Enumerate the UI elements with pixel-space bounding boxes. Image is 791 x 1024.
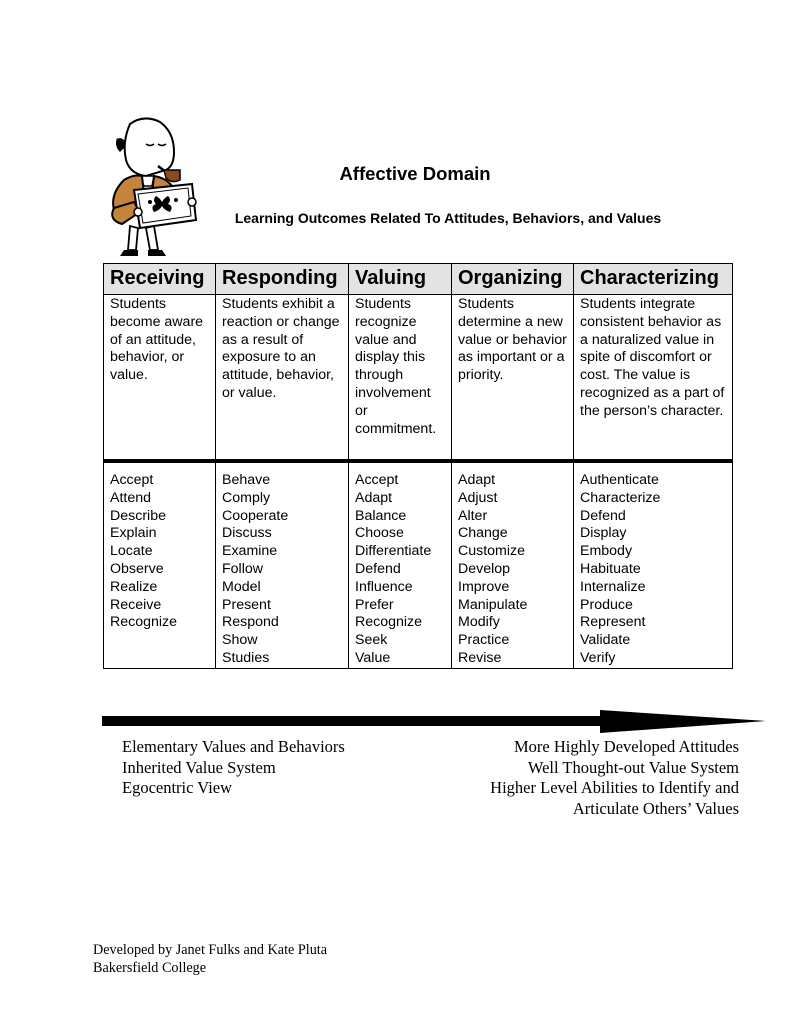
footer-institution: Bakersfield College (93, 960, 207, 976)
verb-item: Habituate (580, 560, 641, 577)
verb-item: Discuss (222, 525, 272, 542)
column-heading-organizing: Organizing (452, 264, 574, 295)
verb-item: Validate (580, 632, 631, 649)
verb-item: Cooperate (222, 507, 289, 524)
description-organizing: Students determine a new value or behavior as important or a priority. (452, 295, 574, 460)
continuum-left-line: Elementary Values and Behaviors (122, 737, 345, 756)
continuum-right-line: Articulate Others’ Values (572, 798, 739, 818)
description-valuing: Students recognize value and display this through involvement or commitment. (349, 295, 452, 460)
page-title: Affective Domain (339, 163, 491, 184)
verb-item: Behave (222, 472, 271, 488)
man-with-pipe-holding-inkblot-icon (100, 116, 210, 261)
continuum-right-line: Higher Level Abilities to Identify and (490, 778, 739, 797)
footer-credits (93, 941, 327, 977)
verb-item: Realize (110, 578, 158, 595)
verb-item: Adjust (458, 489, 498, 506)
continuum-right-text (430, 737, 739, 819)
verb-item: Receive (110, 596, 162, 613)
verb-item: Produce (580, 596, 633, 613)
continuum-right-line: More Highly Developed Attitudes (513, 737, 739, 756)
verb-item: Differentiate (355, 543, 432, 560)
verb-item: Examine (222, 543, 278, 560)
verb-item: Customize (458, 543, 526, 560)
verb-item: Value (355, 649, 391, 666)
verb-item: Balance (355, 507, 407, 524)
footer-authors: Developed by Janet Fulks and Kate Pluta (93, 942, 328, 958)
verb-item: Influence (355, 578, 413, 595)
column-heading-receiving: Receiving (104, 264, 216, 295)
verb-item: Verify (580, 649, 616, 666)
verb-item: Choose (355, 525, 404, 542)
column-heading-valuing: Valuing (349, 264, 452, 295)
continuum-left-line: Egocentric View (122, 778, 233, 797)
verb-item: Modify (458, 614, 500, 631)
verb-item: Attend (110, 489, 152, 506)
verb-item: Internalize (580, 578, 646, 595)
column-heading-characterizing: Characterizing (574, 264, 733, 295)
verb-item: Locate (110, 543, 153, 560)
affective-domain-table (103, 263, 733, 669)
column-heading-responding: Responding (216, 264, 349, 295)
verb-item: Adapt (458, 472, 496, 488)
description-row (104, 295, 733, 460)
verb-item: Accept (355, 472, 399, 488)
verb-item: Represent (580, 614, 646, 631)
verb-item: Respond (222, 614, 279, 631)
continuum-left-line: Inherited Value System (122, 757, 276, 777)
description-characterizing: Students integrate consistent behavior as a naturalized value in spite of discomfort or cost. The value is recognized as a part of the person’s character. (574, 295, 733, 460)
verb-item: Prefer (355, 596, 394, 613)
verb-item: Revise (458, 649, 502, 666)
table-header-row (104, 264, 733, 295)
continuum-right-line: Well Thought-out Value System (527, 757, 739, 777)
page-subtitle: Learning Outcomes Related To Attitudes, Behaviors, and Values (234, 210, 662, 226)
verbs-receiving (104, 462, 216, 669)
verb-item: Develop (458, 560, 511, 577)
verb-item: Display (580, 525, 627, 542)
verbs-valuing (349, 462, 452, 669)
verb-item: Seek (355, 632, 388, 649)
verb-item: Embody (580, 543, 633, 560)
verb-item: Model (222, 578, 261, 595)
verb-item: Follow (222, 560, 263, 577)
verb-item: Explain (110, 525, 157, 542)
verb-item: Describe (110, 507, 166, 524)
verb-item: Present (222, 596, 271, 613)
verb-item: Show (222, 632, 258, 649)
verb-item: Authenticate (580, 472, 659, 488)
verb-item: Alter (458, 507, 488, 524)
verb-item: Defend (580, 507, 626, 524)
verb-item: Improve (458, 578, 510, 595)
verb-item: Studies (222, 649, 270, 666)
verb-item: Adapt (355, 489, 393, 506)
progression-arrow-icon (102, 709, 766, 735)
continuum-left-text (122, 737, 345, 799)
verb-item: Practice (458, 632, 510, 649)
verbs-organizing (452, 462, 574, 669)
verb-item: Defend (355, 560, 401, 577)
verb-item: Recognize (355, 614, 423, 631)
verbs-responding (216, 462, 349, 669)
verb-item: Characterize (580, 489, 661, 506)
verb-item: Observe (110, 560, 164, 577)
verb-item: Recognize (110, 614, 178, 631)
description-responding: Students exhibit a reaction or change as a result of exposure to an attitude, behavior, or value. (216, 295, 349, 460)
verbs-characterizing (574, 462, 733, 669)
verb-item: Manipulate (458, 596, 528, 613)
verb-item: Change (458, 525, 508, 542)
description-receiving: Students become aware of an attitude, behavior, or value. (104, 295, 216, 460)
verb-item: Accept (110, 472, 154, 488)
verb-item: Comply (222, 489, 271, 506)
verbs-row (104, 462, 733, 669)
